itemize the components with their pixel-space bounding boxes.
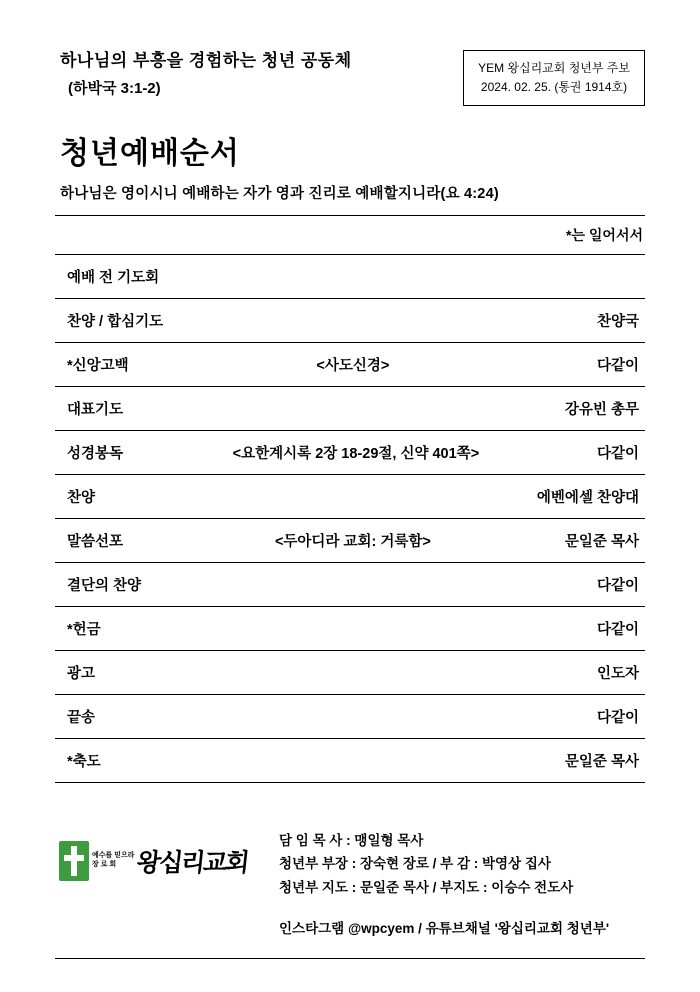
order-person: 문일준 목사 [564, 754, 639, 771]
order-person: 다같이 [596, 358, 639, 375]
order-detail: <사도신경> [316, 358, 390, 375]
bulletin-church-name: YEM 왕십리교회 청년부 주보 [478, 61, 630, 75]
order-detail [233, 387, 473, 431]
page-title: 청년예배순서 [60, 137, 240, 171]
table-row [55, 299, 645, 343]
order-item: 성경봉독 [67, 446, 124, 463]
table-row [55, 695, 645, 739]
order-detail [233, 607, 473, 651]
staff-line-department-head: 청년부 부장 : 장숙현 장로 / 부 감 : 박영상 집사 [279, 856, 551, 872]
staff-line-advisor: 청년부 지도 : 문일준 목사 / 부지도 : 이승수 전도사 [279, 879, 574, 895]
order-person: 다같이 [596, 622, 639, 639]
bulletin-date-issue: 2024. 02. 25. (통권 1914호) [480, 79, 628, 94]
tagline: 하나님의 부흥을 경험하는 청년 공동체 [60, 51, 352, 70]
footer-divider [55, 958, 645, 959]
order-detail: <요한계시록 2장 18-29절, 신약 401쪽> [232, 446, 480, 463]
order-detail [233, 739, 473, 783]
page-footer [55, 807, 645, 940]
title-block [55, 128, 645, 203]
order-detail [233, 651, 473, 695]
order-item: *신앙고백 [67, 358, 129, 375]
order-item: 대표기도 [67, 402, 124, 419]
order-person: 다같이 [596, 446, 639, 463]
order-person: 다같이 [596, 578, 639, 595]
order-detail: <두아디라 교회: 거룩함> [274, 534, 431, 551]
logo-subtext [92, 852, 135, 870]
order-detail [233, 695, 473, 739]
order-item: 찬양 [67, 490, 96, 507]
table-row [55, 607, 645, 651]
table-row [55, 343, 645, 387]
footer-staff-info [269, 807, 645, 940]
footer-sns-info: 인스타그램 @wpcyem / 유튜브채널 '왕십리교회 청년부' [279, 920, 610, 936]
order-person: 다같이 [596, 710, 639, 727]
order-item: 끝송 [67, 710, 96, 727]
table-row [55, 255, 645, 299]
order-detail [233, 475, 473, 519]
staff-line-pastor: 담 임 목 사 : 맹일형 목사 [279, 833, 424, 849]
order-person: 문일준 목사 [564, 534, 639, 551]
tagline-scripture-reference: (하박국 3:1-2) [68, 80, 161, 97]
order-person: 찬양국 [596, 314, 639, 331]
logo-subtext-line2: 장 로 회 [92, 861, 117, 869]
order-item: 말씀선포 [67, 534, 124, 551]
order-person: 강유빈 총무 [564, 402, 639, 419]
logo-subtext-line1: 예수를 믿으라 [92, 852, 135, 860]
table-row [55, 739, 645, 783]
header-tagline-block [55, 46, 352, 98]
order-detail [233, 255, 473, 299]
table-row [55, 431, 645, 475]
order-person: 인도자 [596, 666, 639, 683]
table-row [55, 475, 645, 519]
order-detail [233, 299, 473, 343]
church-logo [59, 807, 269, 881]
table-row [55, 519, 645, 563]
order-detail [233, 563, 473, 607]
table-row [55, 651, 645, 695]
table-row [55, 387, 645, 431]
order-item: *헌금 [67, 622, 101, 639]
page-header [55, 0, 645, 106]
bulletin-info-box [463, 50, 645, 106]
order-item: 찬양 / 합심기도 [67, 314, 164, 331]
order-item: 광고 [67, 666, 96, 683]
order-person [473, 255, 645, 299]
table-row [55, 563, 645, 607]
page-subtitle: 하나님은 영이시니 예배하는 자가 영과 진리로 예배할지니라(요 4:24) [60, 186, 499, 203]
order-person: 에벤에셀 찬양대 [536, 490, 639, 507]
logo-church-name: 왕십리교회 [134, 848, 249, 878]
order-item: 예배 전 기도회 [67, 270, 160, 287]
order-item: *축도 [67, 754, 101, 771]
worship-order-table [55, 254, 645, 783]
standing-note: *는 일어서서 [566, 227, 643, 244]
order-item: 결단의 찬양 [67, 578, 142, 595]
cross-icon [59, 841, 89, 881]
